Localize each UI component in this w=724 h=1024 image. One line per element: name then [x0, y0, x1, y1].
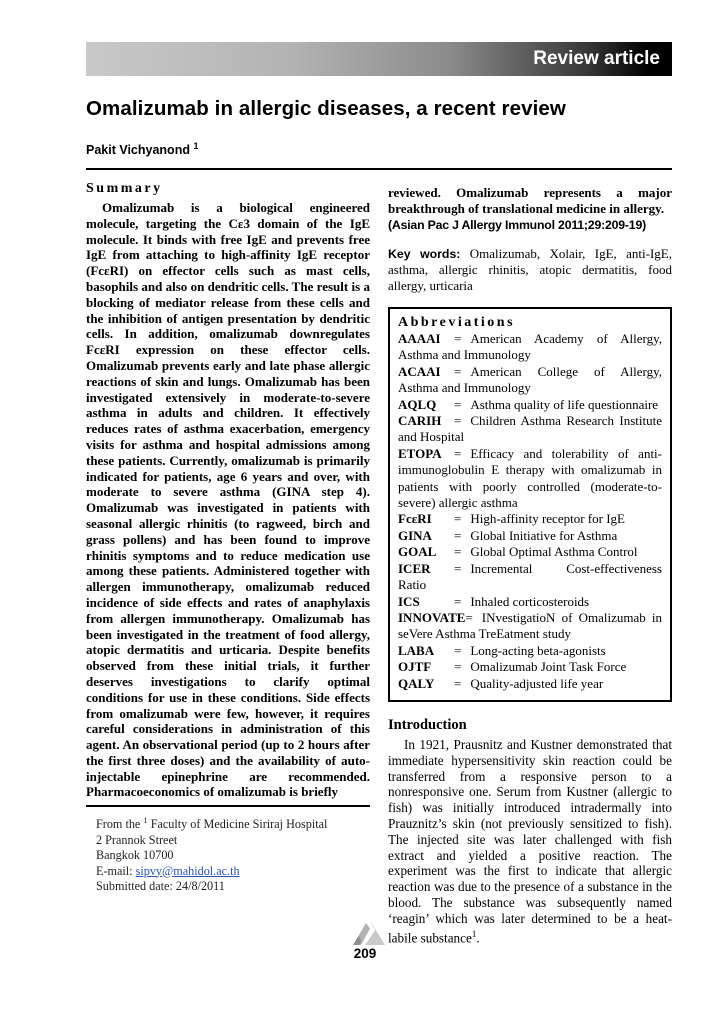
abbreviation-entry — [398, 446, 662, 512]
abbreviation-entry — [398, 610, 662, 643]
abbreviation-entry — [398, 643, 662, 659]
footnote-address-line1: 2 Prannok Street — [96, 832, 178, 847]
abbreviation-term: GINA — [398, 527, 432, 543]
introduction-heading: Introduction — [388, 716, 467, 733]
review-article-banner — [86, 42, 672, 76]
abbreviation-term: QALY — [398, 675, 435, 691]
footnote-address-line2: Bangkok 10700 — [96, 848, 174, 863]
two-column-body — [86, 181, 672, 946]
equals-sign: = — [454, 642, 462, 658]
footnote-divider — [86, 805, 370, 807]
email-label: E-mail: — [96, 863, 133, 878]
footnote-block — [86, 813, 370, 894]
abbreviations-heading: Abbreviations — [398, 315, 516, 330]
left-column — [86, 181, 370, 946]
abbreviation-term: LABA — [398, 642, 435, 658]
footnote-submitted-date: Submitted date: 24/8/2011 — [96, 878, 225, 893]
abbreviation-term: ETOPA — [398, 445, 442, 461]
abbreviation-term: ICS — [398, 593, 420, 609]
abbreviation-definition: American Academy of Allergy, Asthma and Immunology — [398, 331, 662, 363]
keywords-text: Omalizumab, Xolair, IgE, anti-IgE, asthma, allergic rhinitis, atopic dermatitis, food allergy, urticaria — [388, 246, 672, 293]
author-name: Pakit Vichyanond — [86, 143, 190, 158]
footnote-email-line — [96, 864, 370, 879]
abbreviation-definition: Children Asthma Research Institute and Hospital — [398, 413, 662, 445]
abbreviation-entry — [398, 659, 662, 675]
summary-text: Omalizumab is a biological engineered molecule, targeting the Cε3 domain of the IgE molecule. It binds with free IgE and prevents free IgE from attaching to high-affinity IgE receptor (FcεRI) on effector cells such as mast cells, basophils and also on dendritic cells. The result is a blocking of mediator release from these cells and the inhibition of antigen presentation by dendritic cells. In addition, omalizumab downregulates FcεRI expression on these effector cells. Omalizumab prevents early and late phase allergic reactions of skin and lungs. Omalizumab has been investigated extensively in moderate-to-severe asthma in adults and children. It effectively reduces rates of asthma exacerbation, emergency visits for asthma and hospital admissions among these patients. Currently, omalizumab is primarily indicated for patients, age 6 years and over, with moderate to severe asthma (GINA step 4). Omalizumab was investigated in patients with seasonal allergic rhinitis (to ragweed, birch and grass pollens) and has been found to improve rhinitis symptoms and to reduce medication use among these patients. Administered together with allergen immunotherapy, omalizumab reduced incidence of side effects and rates of anaphylaxis from allergen immunotherapy. Omalizumab has been investigated in the treatment of food allergy, atopic dermatitis and urticaria. Despite benefits observed from these initial trials, it further deserves investigations to clarify optimal conditions for use in these conditions. Side effects from omalizumab were few, however, it requires careful considerations in administration of this agent. An observational period (up to 2 hours after the first three doses) and the availability of auto-injectable epinephrine are recommended. Pharmacoeconomics of omalizumab is briefly — [86, 200, 370, 800]
equals-sign: = — [454, 527, 462, 543]
abbreviation-entry — [398, 413, 662, 446]
abbreviation-definition: Efficacy and tolerability of anti-immunoglobulin E therapy with omalizumab in patients with poorly controlled (moderate-to-severe) allergic asthma — [398, 445, 662, 511]
author-line — [86, 141, 198, 157]
abbreviation-term: AAAAI — [398, 331, 441, 346]
abbreviation-entry — [398, 511, 662, 527]
journal-logo-icon — [351, 917, 387, 946]
abbreviation-entry — [398, 594, 662, 610]
reference-superscript: 1 — [471, 928, 477, 939]
summary-heading: Summary — [86, 181, 163, 196]
equals-sign: = — [454, 560, 462, 576]
introduction-body-end: . — [476, 929, 480, 945]
abbreviations-box — [388, 307, 672, 702]
equals-sign: = — [454, 331, 462, 346]
abbreviation-term: CARIH — [398, 413, 442, 429]
abbreviation-entry — [398, 364, 662, 397]
equals-sign: = — [454, 445, 462, 461]
article-title: Omalizumab in allergic diseases, a recent review — [86, 97, 566, 120]
keywords-block — [388, 246, 672, 294]
abbreviation-term: INNOVATE — [398, 609, 466, 625]
abbreviation-term: OJTF — [398, 659, 432, 675]
abbreviation-definition: Global Optimal Asthma Control — [470, 544, 638, 560]
abbreviation-term: GOAL — [398, 544, 437, 560]
abbreviation-entry — [398, 561, 662, 594]
email-link[interactable]: sipvy@mahidol.ac.th — [135, 863, 240, 878]
equals-sign: = — [454, 593, 462, 609]
header-divider — [86, 168, 672, 170]
equals-sign: = — [454, 363, 462, 379]
abbreviation-definition: Long-acting beta-agonists — [470, 642, 606, 658]
abbreviation-definition: Quality-adjusted life year — [470, 675, 604, 691]
abbreviation-entry — [398, 676, 662, 692]
abbreviation-term: ICER — [398, 560, 431, 576]
right-column — [388, 181, 672, 946]
summary-continuation: reviewed. Omalizumab represents a major breakthrough of translational medicine in allergy. — [388, 185, 672, 216]
abbreviation-definition: Inhaled corticosteroids — [470, 593, 590, 609]
abbreviation-definition: Omalizumab Joint Task Force — [470, 659, 627, 675]
abbreviation-definition: Asthma quality of life questionnaire — [470, 396, 659, 412]
abbreviation-definition: INvestigatioN of Omalizumab in seVere Asthma TreEatment study — [398, 609, 662, 642]
abbreviation-entry — [398, 528, 662, 544]
abbreviation-definition: Global Initiative for Asthma — [470, 527, 618, 543]
footnote-superscript: 1 — [143, 815, 148, 826]
footnote-from-suffix: Faculty of Medicine Siriraj Hospital — [150, 817, 328, 832]
equals-sign: = — [454, 511, 462, 527]
keywords-label: Key words: — [388, 247, 461, 261]
equals-sign: = — [454, 396, 462, 412]
journal-citation: (Asian Pac J Allergy Immunol 2011;29:209-19) — [388, 218, 646, 232]
abbreviation-definition: High-affinity receptor for IgE — [470, 511, 625, 527]
abbreviation-term: AQLQ — [398, 396, 437, 412]
equals-sign: = — [465, 609, 473, 625]
introduction-text — [388, 737, 672, 946]
equals-sign: = — [454, 544, 462, 560]
abbreviation-term: ACAAI — [398, 363, 441, 379]
abbreviation-entry — [398, 331, 662, 364]
abbreviation-definition: American College of Allergy, Asthma and Immunology — [398, 363, 662, 396]
equals-sign: = — [454, 413, 462, 429]
introduction-body: In 1921, Prausnitz and Kustner demonstrated that immediate hypersensitivity skin reaction could be transferred from a responsive person to a nonresponsive one. Serum from Kustner (allergic to fish) was initially introduced intradermally into Prauznitz’s skin (not previously sensitized to fish). The injected site was later challenged with fish extract and yielded a positive reaction. The experiment was the first to indicate that allergic reaction was due to the presence of a substance in the blood. The substance was subsequently named ‘reagin’ which was later determined to be a heat-labile substance — [388, 736, 672, 945]
abbreviation-term: FcεRI — [398, 511, 432, 527]
banner-label: Review article — [533, 48, 660, 69]
equals-sign: = — [454, 675, 462, 691]
abbreviation-definition: Incremental Cost-effectiveness Ratio — [398, 560, 662, 593]
equals-sign: = — [454, 659, 462, 675]
footnote-affiliation — [96, 813, 370, 832]
abbreviation-entry — [398, 544, 662, 560]
author-affiliation-superscript: 1 — [193, 141, 199, 151]
page-number: 209 — [353, 946, 377, 961]
abbreviation-entry — [398, 397, 662, 413]
footnote-from-prefix: From the — [96, 817, 141, 832]
